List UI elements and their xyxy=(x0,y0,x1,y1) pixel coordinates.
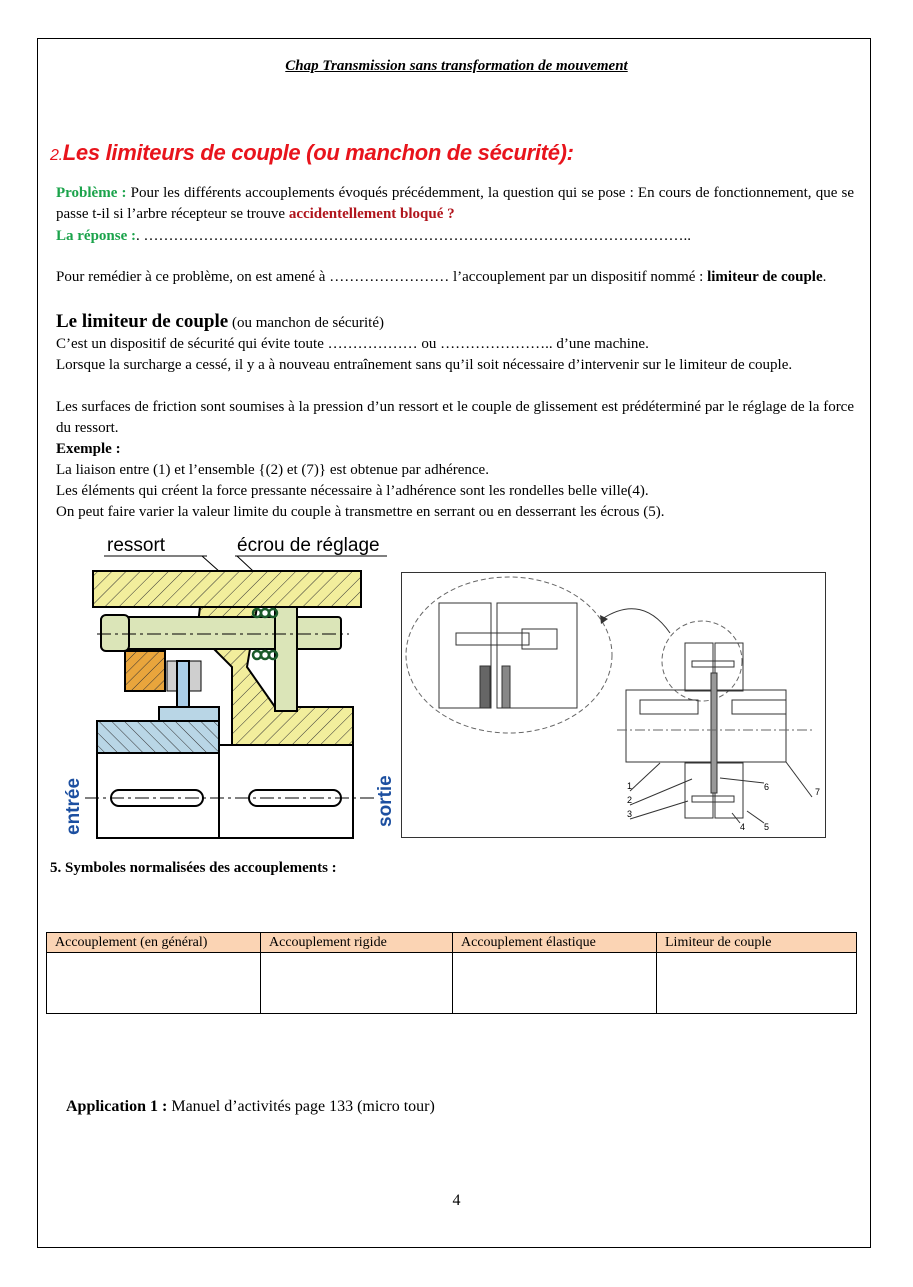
limiteur-line-2: Lorsque la surcharge a cessé, il y a à nouveau entraînement sans qu’il soit nécessaire d’intervenir sur le limiteur de couple. xyxy=(56,357,793,373)
limiteur-title-paren: (ou manchon de sécurité) xyxy=(228,315,384,331)
exemple-line-1: La liaison entre (1) et l’ensemble {(2) et (7)} est obtenue par adhérence. xyxy=(56,462,489,478)
limiteur-line-1: C’est un dispositif de sécurité qui évite toute ……………… ou ………………….. d’une machine. xyxy=(56,336,649,352)
section-5-heading: 5. Symboles normalisées des accouplements : xyxy=(50,860,337,876)
section-2-heading xyxy=(50,140,574,166)
label-entree: entrée xyxy=(63,777,84,835)
section-number: 2. xyxy=(50,147,63,164)
section-title: Les limiteurs de couple (ou manchon de sécurité): xyxy=(62,140,574,165)
limiteur-cross-section-figure xyxy=(57,527,397,842)
callout-2: 2 xyxy=(627,795,633,805)
table-header-cell: Accouplement (en général) xyxy=(47,933,261,953)
remedier-end: . xyxy=(822,269,827,285)
table-header-cell: Accouplement élastique xyxy=(453,933,657,953)
exemple-line-3: On peut faire varier la valeur limite du couple à transmettre en serrant ou en desserrant les écrous (5). xyxy=(56,504,665,520)
symbols-table xyxy=(46,932,857,1014)
table-row xyxy=(47,953,857,1014)
remedier-term: limiteur de couple xyxy=(707,269,823,285)
table-header-cell: Limiteur de couple xyxy=(657,933,857,953)
table-header-cell: Accouplement rigide xyxy=(261,933,453,953)
probleme-paragraph xyxy=(56,183,854,225)
table-cell xyxy=(261,953,453,1014)
callout-3: 3 xyxy=(627,809,633,819)
remedier-paragraph xyxy=(56,267,854,288)
reponse-label: La réponse : xyxy=(56,228,136,244)
callout-7: 7 xyxy=(815,787,821,797)
probleme-text: Pour les différents accouplements évoqués précédemment, la question qui se pose : En cours de fonctionnement, que se passe t-il si l’arbre récepteur se trouve xyxy=(56,185,854,222)
chapter-title: Chap Transmission sans transformation de mouvement xyxy=(285,58,628,74)
label-ressort: ressort xyxy=(107,535,166,556)
label-ecrou: écrou de réglage xyxy=(237,535,380,556)
table-cell xyxy=(453,953,657,1014)
table-cell xyxy=(47,953,261,1014)
callout-5: 5 xyxy=(764,822,770,832)
application-line xyxy=(66,1098,435,1116)
exemple-label: Exemple : xyxy=(56,441,121,457)
table-cell xyxy=(657,953,857,1014)
reponse-line xyxy=(56,226,854,247)
limiteur-title: Le limiteur de couple xyxy=(56,311,229,332)
callout-1: 1 xyxy=(627,781,633,791)
application-label: Application 1 : xyxy=(66,1098,168,1115)
limiteur-line-3: Les surfaces de friction sont soumises à la pression d’un ressort et le couple de glissement est prédéterminé par le réglage de la force du ressort. xyxy=(56,399,854,436)
reponse-blank: . ……………………………………………………………………………………………….. xyxy=(136,228,691,244)
limiteur-technical-drawing xyxy=(401,572,826,838)
table-header-row xyxy=(47,933,857,953)
limiteur-heading xyxy=(56,311,854,334)
exemple-line-2: Les éléments qui créent la force pressante nécessaire à l’adhérence sont les rondelles belle ville(4). xyxy=(56,483,649,499)
page-number: 4 xyxy=(452,1192,461,1209)
callout-6: 6 xyxy=(764,782,770,792)
label-sortie: sortie xyxy=(375,775,396,827)
probleme-label: Problème : xyxy=(56,185,127,201)
callout-4: 4 xyxy=(740,822,746,832)
application-text: Manuel d’activités page 133 (micro tour) xyxy=(167,1098,435,1115)
probleme-emphasis: accidentellement bloqué ? xyxy=(288,206,455,222)
remedier-text: Pour remédier à ce problème, on est amené à …………………… l’accouplement par un dispositif nommé : xyxy=(56,269,708,285)
